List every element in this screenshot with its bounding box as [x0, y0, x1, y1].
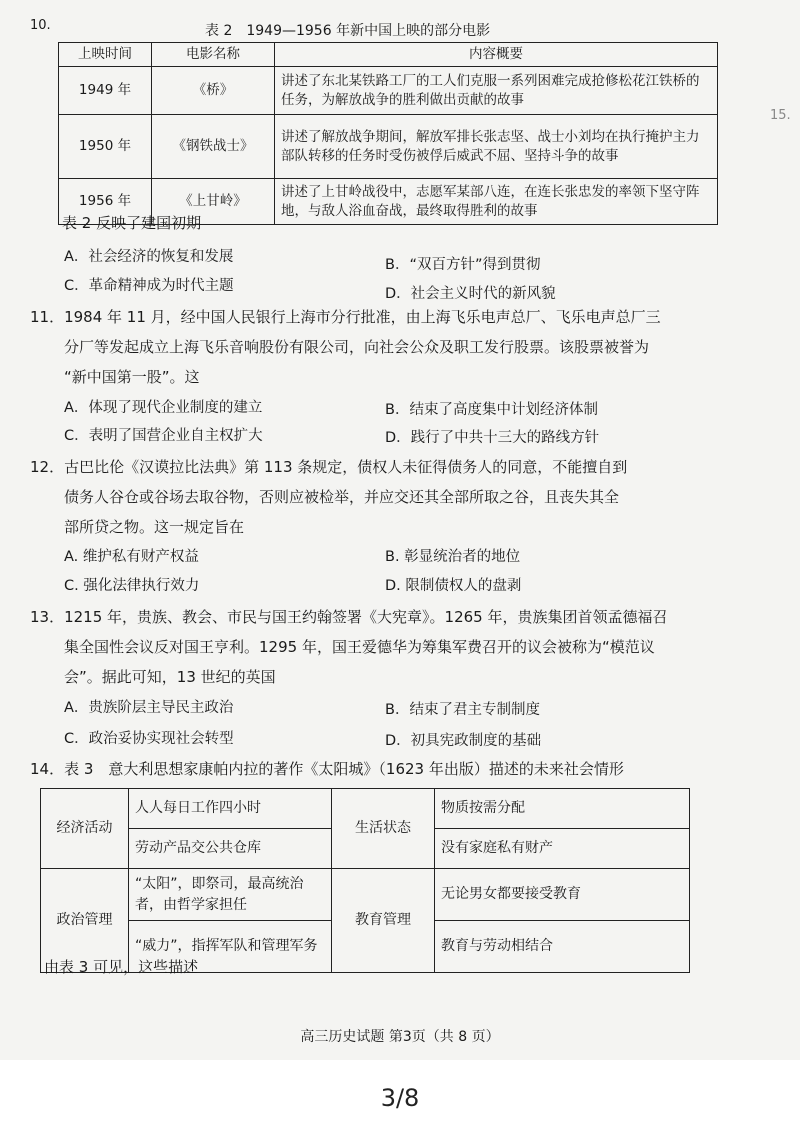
q13-line-1: 13．1215 年，贵族、教会、市民与国王约翰签署《大宪章》。1265 年，贵族集团首领孟德福召	[30, 608, 668, 626]
q11-line-3: “新中国第一股”。这	[64, 368, 200, 386]
q12-line-1: 12．古巴比伦《汉谟拉比法典》第 113 条规定，债权人未征得债务人的同意，不能擅自到	[30, 458, 628, 476]
page-footer: 高三历史试题 第3页（共 8 页）	[300, 1029, 500, 1045]
q13-option-b[interactable]: B．结束了君主专制制度	[385, 702, 540, 718]
q10-option-d[interactable]: D．社会主义时代的新风貌	[385, 286, 556, 302]
table3-life-1: 物质按需分配	[435, 789, 690, 829]
table2-header-film: 电影名称	[152, 43, 275, 67]
q12-line-3: 部所贷之物。这一规定旨在	[64, 518, 245, 536]
table3-education-2: 教育与劳动相结合	[435, 921, 690, 973]
q12-option-c[interactable]: C. 强化法律执行效力	[64, 578, 200, 594]
table3-life-label: 生活状态	[332, 789, 435, 869]
table3-politics-label: 政治管理	[41, 869, 129, 973]
q13-line-2: 集全国性会议反对国王亨利。1295 年，国王爱德华为筹集军费召开的议会被称为“模范议	[64, 638, 655, 656]
table-row	[59, 115, 718, 179]
q11-option-a[interactable]: A．体现了现代企业制度的建立	[64, 400, 263, 416]
table3	[40, 788, 690, 973]
table2-year: 1950 年	[59, 115, 152, 179]
question-number-10: 10.	[30, 18, 51, 33]
table2-header-summary: 内容概要	[275, 43, 718, 67]
q14-stem: 由表 3 可见，这些描述	[44, 958, 199, 976]
q12-option-b[interactable]: B. 彰显统治者的地位	[385, 549, 521, 565]
q10-option-c[interactable]: C．革命精神成为时代主题	[64, 278, 234, 294]
table2-summary: 讲述了东北某铁路工厂的工人们克服一系列困难完成抢修松花江铁桥的任务，为解放战争的胜利做出贡献的故事	[275, 67, 718, 115]
table2-film: 《钢铁战士》	[152, 115, 275, 179]
table3-economy-label: 经济活动	[41, 789, 129, 869]
q11-line-1: 11．1984 年 11 月，经中国人民银行上海市分行批准，由上海飞乐电声总厂、飞乐电声总厂三	[30, 308, 661, 326]
table2-header-time: 上映时间	[59, 43, 152, 67]
table2-summary: 讲述了上甘岭战役中，志愿军某部八连，在连长张忠发的率领下坚守阵地，与敌人浴血奋战，最终取得胜利的故事	[275, 179, 718, 225]
q11-line-2: 分厂等发起成立上海飞乐音响股份有限公司，向社会公众及职工发行股票。该股票被誉为	[64, 338, 650, 356]
table2-film: 《桥》	[152, 67, 275, 115]
q11-option-c[interactable]: C．表明了国营企业自主权扩大	[64, 428, 263, 444]
table3-economy-2: 劳动产品交公共仓库	[129, 829, 332, 869]
q12-option-a[interactable]: A. 维护私有财产权益	[64, 549, 199, 565]
q13-line-3: 会”。据此可知，13 世纪的英国	[64, 668, 276, 686]
table2-year: 1949 年	[59, 67, 152, 115]
q11-option-d[interactable]: D．践行了中共十三大的路线方针	[385, 430, 600, 446]
q10-stem: 表 2 反映了建国初期	[62, 214, 202, 232]
q10-option-b[interactable]: B．“双百方针”得到贯彻	[385, 257, 541, 273]
table2-caption: 表 2 1949—1956 年新中国上映的部分电影	[205, 23, 491, 39]
table3-economy-1: 人人每日工作四小时	[129, 789, 332, 829]
q12-option-d[interactable]: D. 限制债权人的盘剥	[385, 578, 522, 594]
table3-education-1: 无论男女都要接受教育	[435, 869, 690, 921]
table2-summary: 讲述了解放战争期间，解放军排长张志坚、战士小刘均在执行掩护主力部队转移的任务时受伤被俘后威武不屈、坚持斗争的故事	[275, 115, 718, 179]
table2-year: 1956 年	[59, 179, 152, 225]
page-indicator: 3/8	[380, 1084, 420, 1112]
q13-option-c[interactable]: C．政治妥协实现社会转型	[64, 731, 234, 747]
q11-option-b[interactable]: B．结束了高度集中计划经济体制	[385, 402, 598, 418]
table3-life-2: 没有家庭私有财产	[435, 829, 690, 869]
q12-line-2: 债务人谷仓或谷场去取谷物，否则应被检举，并应交还其全部所取之谷，且丧失其全	[64, 488, 620, 506]
q13-option-d[interactable]: D．初具宪政制度的基础	[385, 733, 542, 749]
q14-caption: 14．表 3 意大利思想家康帕内拉的著作《太阳城》（1623 年出版）描述的未来社会情形	[30, 760, 624, 778]
table-row	[59, 67, 718, 115]
table3-politics-2: “威力”，指挥军队和管理军务	[129, 921, 332, 973]
table3-politics-1: “太阳”，即祭司，最高统治者，由哲学家担任	[129, 869, 332, 921]
q10-option-a[interactable]: A．社会经济的恢复和发展	[64, 249, 234, 265]
table2-film: 《上甘岭》	[152, 179, 275, 225]
q13-option-a[interactable]: A．贵族阶层主导民主政治	[64, 700, 234, 716]
margin-number-15: 15.	[770, 108, 791, 123]
table2	[58, 42, 718, 225]
table3-education-label: 教育管理	[332, 869, 435, 973]
